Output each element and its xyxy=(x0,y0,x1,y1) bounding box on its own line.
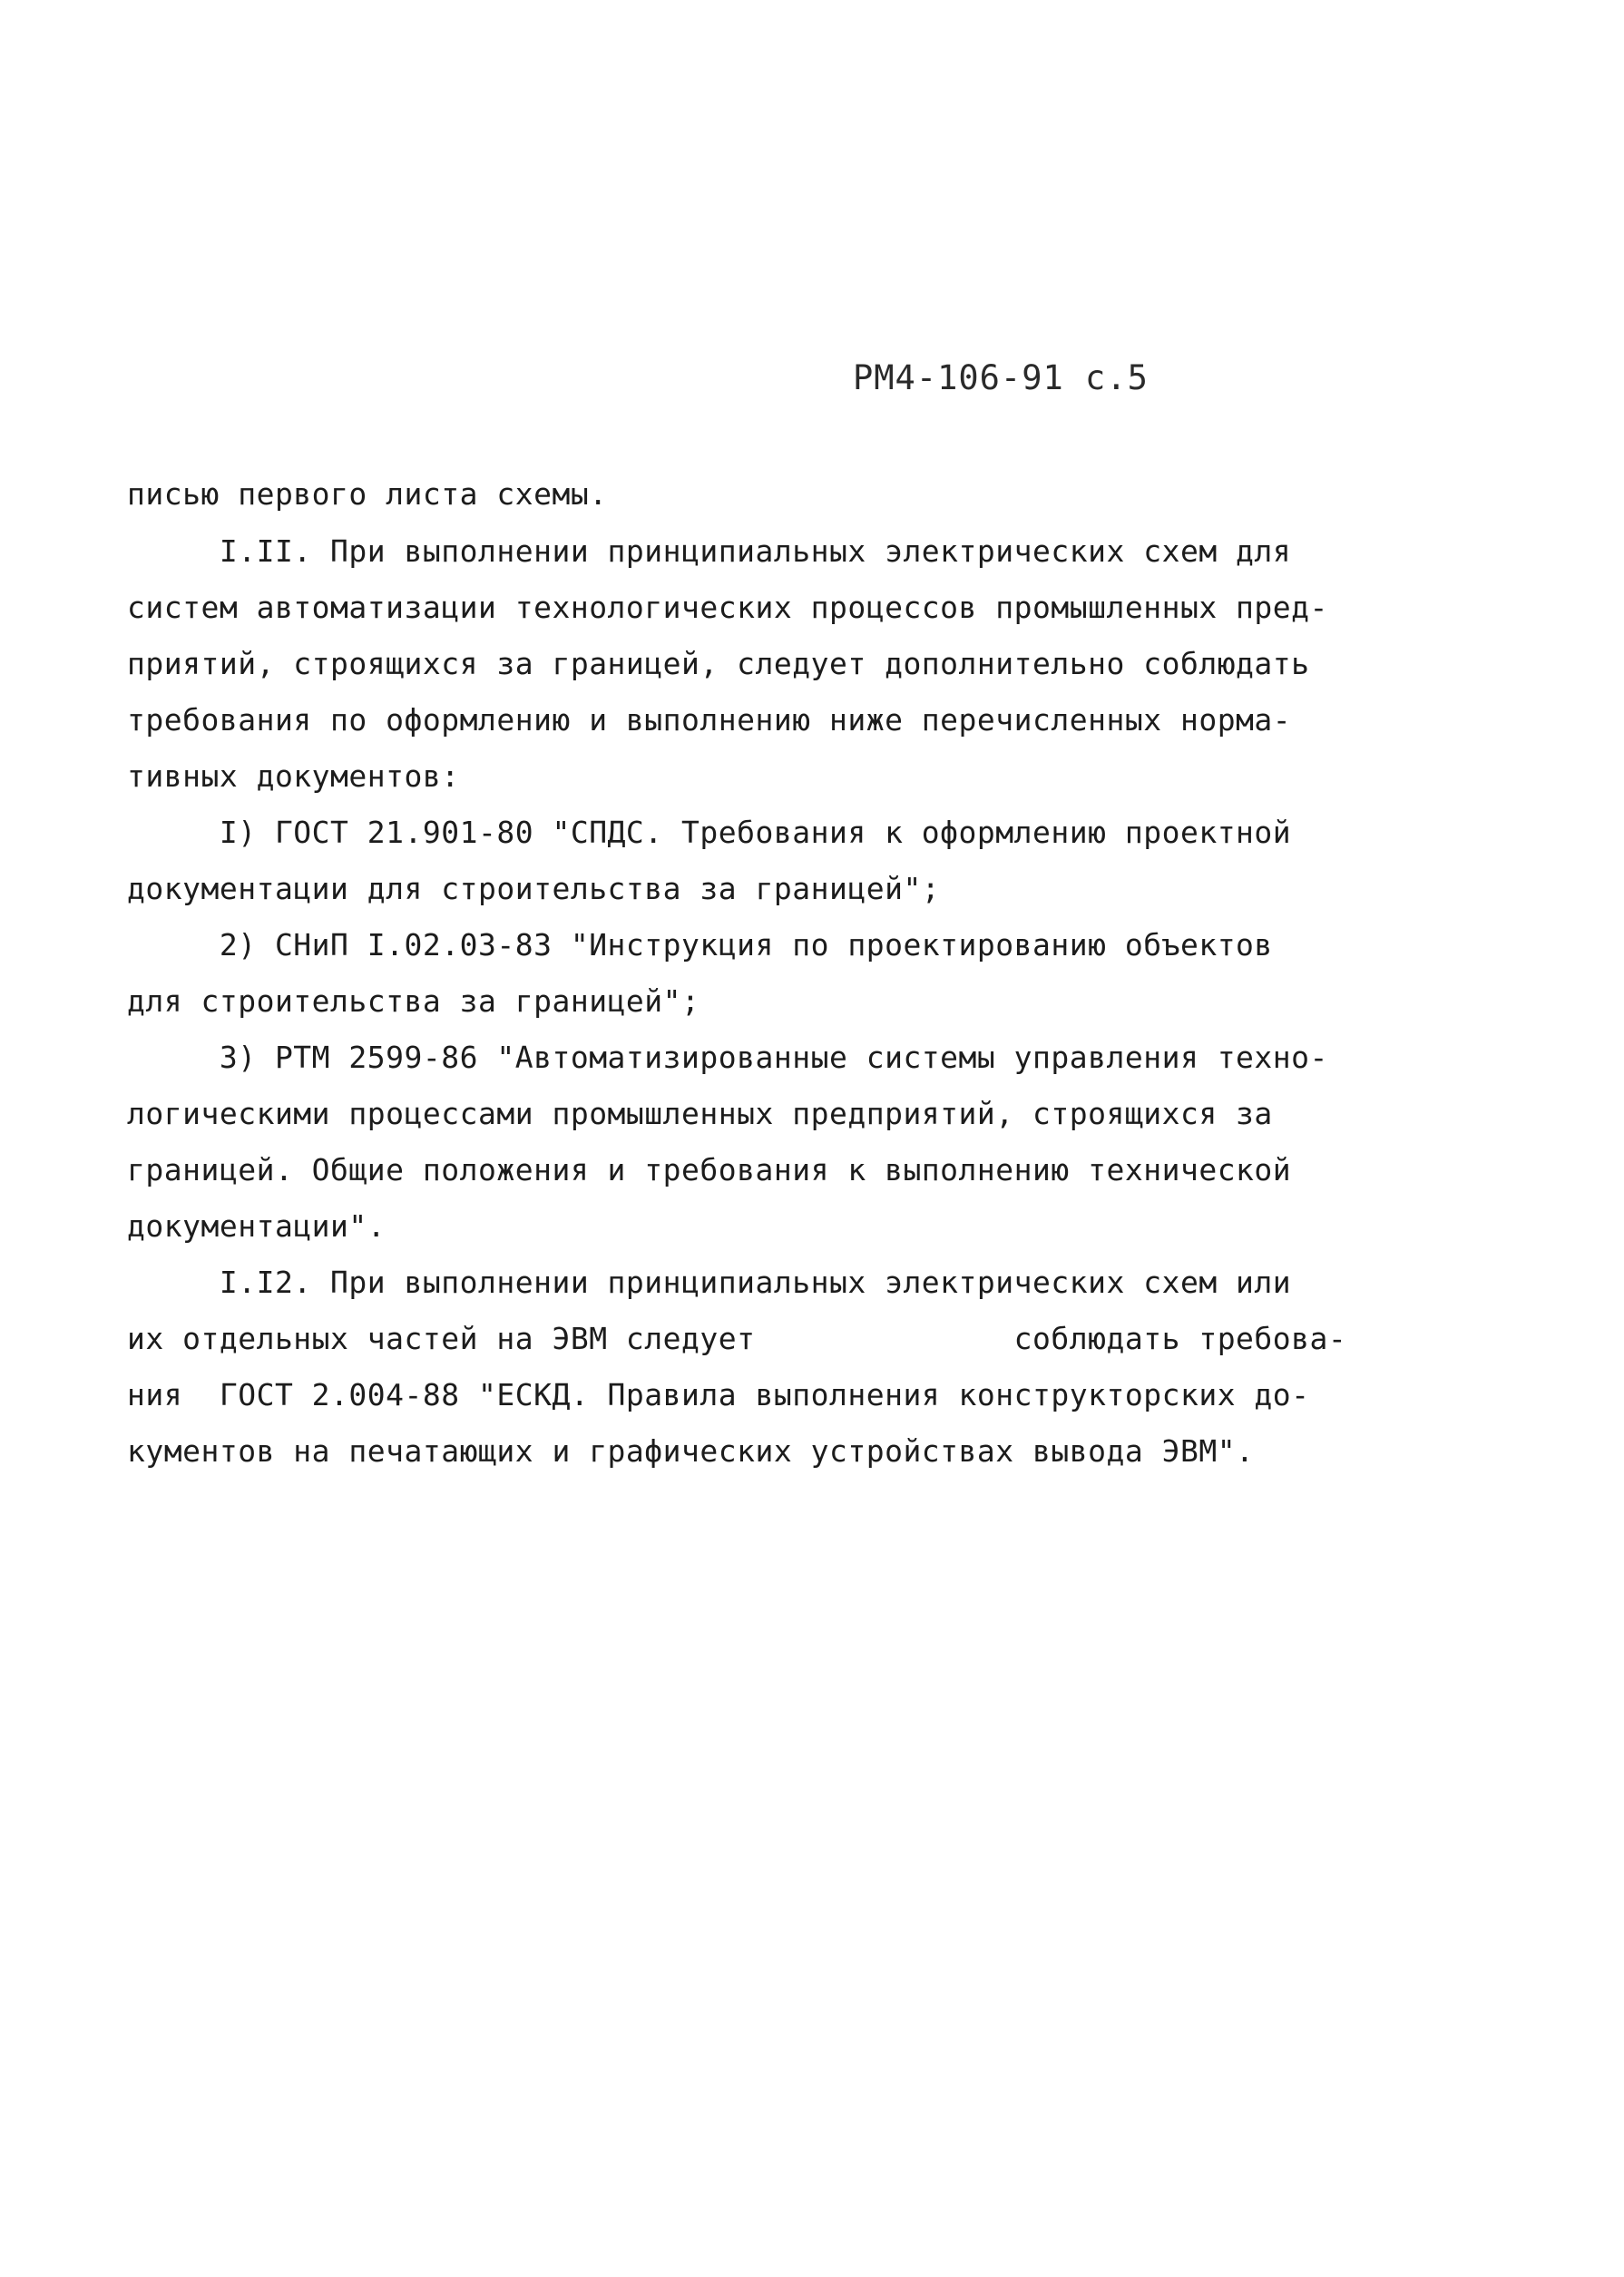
text-line: документации". xyxy=(127,1208,386,1244)
text-line: I.I2. При выполнении принципиальных электрических схем или xyxy=(127,1265,1292,1300)
text-line: логическими процессами промышленных предприятий, строящихся за xyxy=(127,1096,1273,1131)
text-line: их отдельных частей на ЭВМ следует соблюдать требова- xyxy=(127,1321,1347,1356)
text-line: приятий, строящихся за границей, следует дополнительно соблюдать xyxy=(127,646,1310,681)
text-line: кументов на печатающих и графических устройствах вывода ЭВМ". xyxy=(127,1433,1255,1469)
text-line: систем автоматизации технологических процессов промышленных пред- xyxy=(127,590,1328,625)
text-line: 2) СНиП I.02.03-83 "Инструкция по проектированию объектов xyxy=(127,927,1273,963)
text-line: требования по оформлению и выполнению ниже перечисленных норма- xyxy=(127,702,1292,738)
text-line: 3) РТМ 2599-86 "Автоматизированные системы управления техно- xyxy=(127,1040,1328,1075)
text-line: I.II. При выполнении принципиальных электрических схем для xyxy=(127,533,1292,569)
text-line: ния ГОСТ 2.004-88 "ЕСКД. Правила выполнения конструкторских до- xyxy=(127,1377,1310,1412)
text-line: I) ГОСТ 21.901-80 "СПДС. Требования к оформлению проектной xyxy=(127,815,1292,850)
text-line: писью первого листа схемы. xyxy=(127,476,608,512)
text-line: документации для строительства за границей"; xyxy=(127,871,941,906)
text-line: для строительства за границей"; xyxy=(127,983,700,1019)
text-line: тивных документов: xyxy=(127,758,460,794)
text-line: границей. Общие положения и требования к выполнению технической xyxy=(127,1152,1292,1187)
document-code-header: РМ4-106-91 с.5 xyxy=(853,358,1149,397)
